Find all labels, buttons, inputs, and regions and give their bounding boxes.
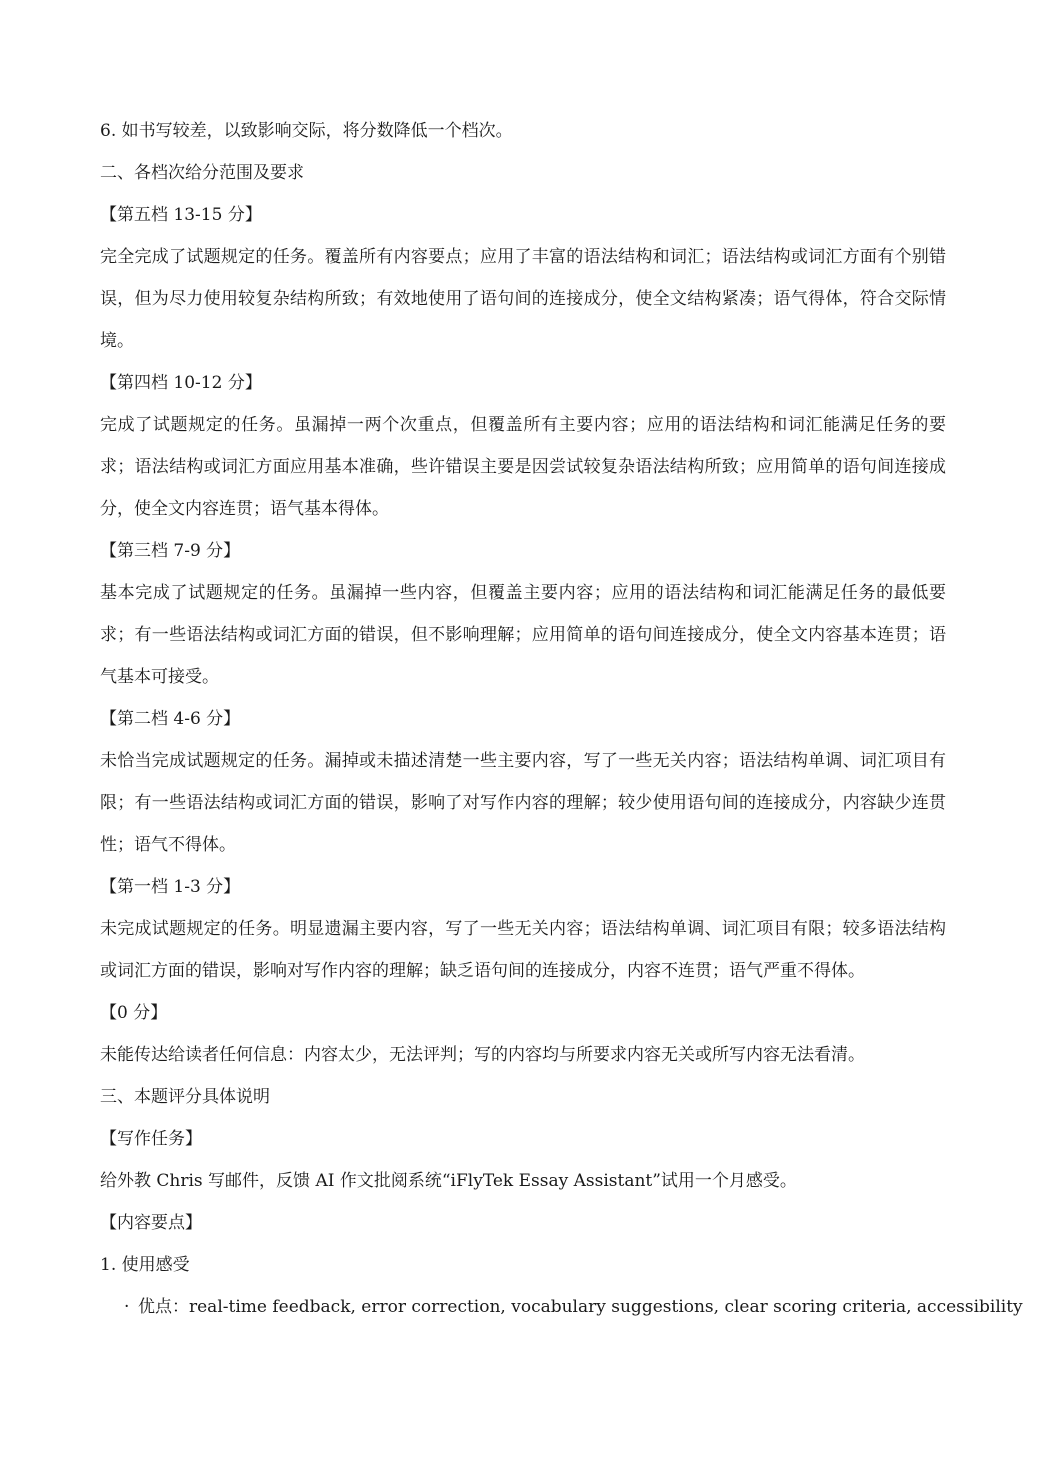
band-1-heading: 【第一档 1-3 分】 (100, 877, 241, 897)
band-1-description: 未完成试题规定的任务。明显遗漏主要内容，写了一些无关内容；语法结构单调、词汇项目有限；较多语法结构或词汇方面的错误，影响对写作内容的理解；缺乏语句间的连接成分，内容不连贯；语气严重不得体。 (100, 919, 946, 981)
advantages-text: 优点：real-time feedback, error correction, vocabulary suggestions, clear scoring criteria, accessibility (138, 1297, 1023, 1317)
document-page (100, 110, 1023, 1328)
section-2-heading: 二、各档次给分范围及要求 (100, 163, 304, 183)
rule-6-line: 6. 如书写较差，以致影响交际，将分数降低一个档次。 (100, 121, 513, 141)
content-points-heading: 【内容要点】 (100, 1213, 202, 1233)
band-4-description: 完成了试题规定的任务。虽漏掉一两个次重点，但覆盖所有主要内容；应用的语法结构和词汇能满足任务的要求；语法结构或词汇方面应用基本准确，些许错误主要是因尝试较复杂语法结构所致；应用简单的语句间连接成分，使全文内容连贯；语气基本得体。 (100, 415, 946, 519)
section-3-heading: 三、本题评分具体说明 (100, 1087, 270, 1107)
band-2-heading: 【第二档 4-6 分】 (100, 709, 241, 729)
band-3-description: 基本完成了试题规定的任务。虽漏掉一些内容，但覆盖主要内容；应用的语法结构和词汇能满足任务的最低要求；有一些语法结构或词汇方面的错误，但不影响理解；应用简单的语句间连接成分，使全文内容基本连贯；语气基本可接受。 (100, 583, 946, 687)
band-5-description: 完全完成了试题规定的任务。覆盖所有内容要点；应用了丰富的语法结构和词汇；语法结构或词汇方面有个别错误，但为尽力使用较复杂结构所致；有效地使用了语句间的连接成分，使全文结构紧凑；语气得体，符合交际情境。 (100, 247, 946, 351)
band-5-heading: 【第五档 13-15 分】 (100, 205, 262, 225)
bullet-dot-icon: · (124, 1297, 130, 1317)
band-0-description: 未能传达给读者任何信息：内容太少，无法评判；写的内容均与所要求内容无关或所写内容无法看清。 (100, 1045, 865, 1065)
advantages-bullet (100, 1286, 1023, 1328)
band-0-heading: 【0 分】 (100, 1003, 168, 1023)
writing-task-heading: 【写作任务】 (100, 1129, 202, 1149)
band-2-description: 未恰当完成试题规定的任务。漏掉或未描述清楚一些主要内容，写了一些无关内容；语法结构单调、词汇项目有限；有一些语法结构或词汇方面的错误，影响了对写作内容的理解；较少使用语句间的连接成分，内容缺少连贯性；语气不得体。 (100, 751, 946, 855)
writing-task-text: 给外教 Chris 写邮件，反馈 AI 作文批阅系统“iFlyTek Essay Assistant”试用一个月感受。 (100, 1171, 797, 1191)
band-4-heading: 【第四档 10-12 分】 (100, 373, 262, 393)
content-point-1: 1. 使用感受 (100, 1255, 190, 1275)
band-3-heading: 【第三档 7-9 分】 (100, 541, 241, 561)
